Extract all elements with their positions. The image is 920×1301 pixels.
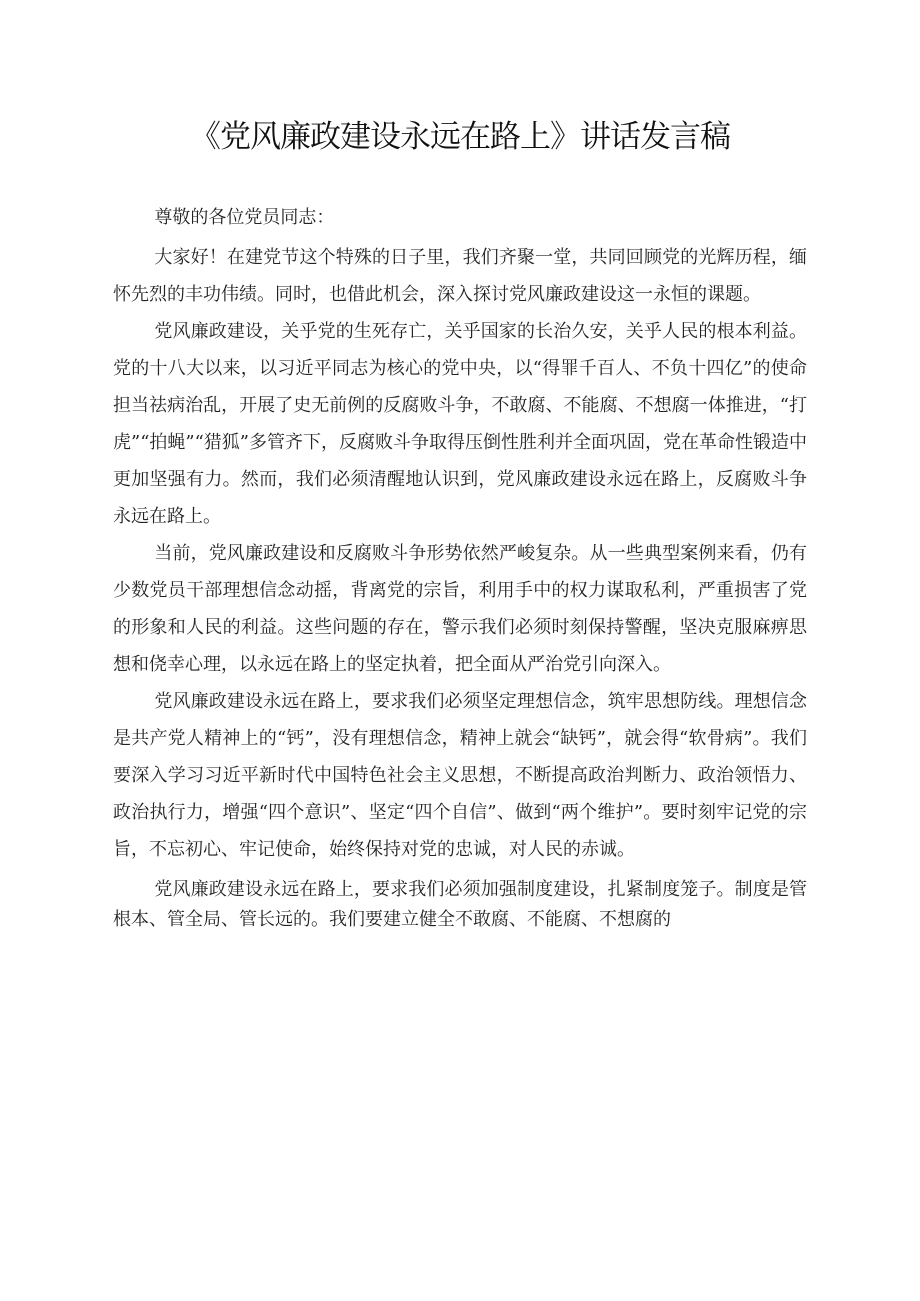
salutation: 尊敬的各位党员同志： bbox=[154, 207, 335, 228]
paragraph-greeting: 大家好！在建党节这个特殊的日子里，我们齐聚一堂，共同回顾党的光辉历程，缅怀先烈的丰功伟绩。同时，也借此机会，深入探讨党风廉政建设这一永恒的课题。 bbox=[113, 247, 807, 305]
paragraph-current-situation: 当前，党风廉政建设和反腐败斗争形势依然严峻复杂。从一些典型案例来看，仍有少数党员干部理想信念动摇，背离党的宗旨，利用手中的权力谋取私利，严重损害了党的形象和人民的利益。这些问题的存在，警示我们必须时刻保持警醒，坚决克服麻痹思想和侥幸心理，以永远在路上的坚定执着，把全面从严治党引向深入。 bbox=[113, 543, 807, 675]
paragraph-institution-building: 党风廉政建设永远在路上，要求我们必须加强制度建设，扎紧制度笼子。制度是管根本、管全局、管长远的。我们要建立健全不敢腐、不能腐、不想腐的 bbox=[113, 879, 807, 930]
paragraph-ideals-and-beliefs: 党风廉政建设永远在路上，要求我们必须坚定理想信念，筑牢思想防线。理想信念是共产党人精神上的“钙”，没有理想信念，精神上就会“缺钙”，就会得“软骨病”。我们要深入学习习近平新时代中国特色社会主义思想，不断提高政治判断力、政治领悟力、政治执行力，增强“四个意识”、坚定“四个自信”、做到“两个维护”。要时刻牢记党的宗旨，不忘初心、牢记使命，始终保持对党的忠诚，对人民的赤诚。 bbox=[113, 691, 807, 860]
paragraph-significance: 党风廉政建设，关乎党的生死存亡，关乎国家的长治久安，关乎人民的根本利益。党的十八大以来，以习近平同志为核心的党中央，以“得罪千百人、不负十四亿”的使命担当祛病治乱，开展了史无前例的反腐败斗争，不敢腐、不能腐、不想腐一体推进，“打虎”“拍蝇”“猎狐”多管齐下，反腐败斗争取得压倒性胜利并全面巩固，党在革命性锻造中更加坚强有力。然而，我们必须清醒地认识到，党风廉政建设永远在路上，反腐败斗争永远在路上。 bbox=[113, 321, 808, 527]
document-body bbox=[113, 199, 807, 935]
document-title: 《党风廉政建设永远在路上》讲话发言稿 bbox=[190, 119, 730, 155]
